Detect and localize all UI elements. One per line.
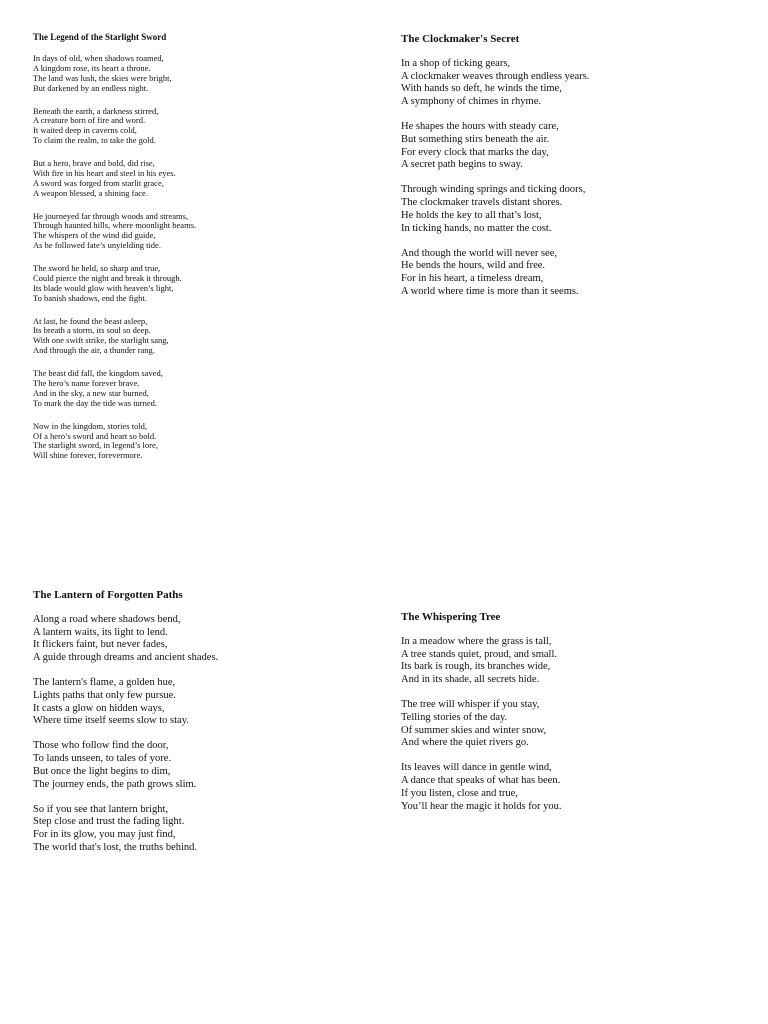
poem-line: A secret path begins to sway. xyxy=(401,159,523,171)
stanza xyxy=(33,159,363,199)
poem-line: Through haunted hills, where moonlight beams. xyxy=(33,220,197,231)
poem-line: A weapon blessed, a shining face. xyxy=(33,187,148,198)
poem-line: In days of old, when shadows roamed, xyxy=(33,53,164,63)
poem-line: But darkened by an endless night. xyxy=(33,82,149,93)
poem-line: A tree stands quiet, proud, and small. xyxy=(401,648,558,660)
poem-line: It waited deep in caverns cold, xyxy=(33,125,137,136)
poem-line: A creature born of fire and word. xyxy=(33,115,146,126)
poem-clockmakers-secret xyxy=(401,32,741,311)
stanza xyxy=(401,636,741,687)
poem-title: The Clockmaker's Secret xyxy=(401,33,520,45)
poem-line: And in its shade, all secrets hide. xyxy=(401,674,540,686)
poem-lantern-forgotten-paths xyxy=(33,588,373,867)
poem-body xyxy=(33,614,373,854)
poem-line: If you listen, close and true, xyxy=(401,787,518,799)
poem-line: Could pierce the night and break it through. xyxy=(33,272,182,283)
poem-line: A world where time is more than it seems. xyxy=(401,285,579,297)
poem-starlight-sword xyxy=(33,32,363,474)
stanza xyxy=(33,369,363,409)
poem-line: A guide through dreams and ancient shades. xyxy=(33,652,219,664)
stanza xyxy=(33,614,373,665)
poem-line: And where the quiet rivers go. xyxy=(401,737,529,749)
poem-line: Lights paths that only few pursue. xyxy=(33,689,176,701)
stanza xyxy=(401,762,741,813)
poem-line: The hero’s name forever brave. xyxy=(33,378,140,388)
poem-line: Telling stories of the day. xyxy=(401,711,508,723)
poem-line: The clockmaker travels distant shores. xyxy=(401,197,563,209)
poem-line: Its leaves will dance in gentle wind, xyxy=(401,762,552,774)
poem-whispering-tree xyxy=(401,610,741,826)
poem-line: But something stirs beneath the air. xyxy=(401,133,550,145)
poem-line: And though the world will never see, xyxy=(401,247,558,259)
stanza xyxy=(33,804,373,855)
poem-line: A sword was forged from starlit grace, xyxy=(33,177,164,188)
poem-line: The tree will whisper if you stay, xyxy=(401,699,540,711)
poem-line: Where time itself seems slow to stay. xyxy=(33,715,189,727)
poem-line: He bends the hours, wild and free. xyxy=(401,260,546,272)
poem-line: In a meadow where the grass is tall, xyxy=(401,636,552,647)
poem-line: A dance that speaks of what has been. xyxy=(401,775,561,787)
poem-line: The land was lush, the skies were bright, xyxy=(33,72,172,83)
stanza xyxy=(401,248,741,299)
poem-body xyxy=(401,58,741,298)
stanza xyxy=(33,107,363,147)
poem-line: Through winding springs and ticking doors, xyxy=(401,184,586,196)
stanza xyxy=(33,212,363,252)
poem-line: Along a road where shadows bend, xyxy=(33,614,181,625)
poem-line: Step close and trust the fading light. xyxy=(33,816,185,828)
poem-line: And in the sky, a new star burned, xyxy=(33,387,149,398)
poem-line: Its breath a storm, its soul so deep. xyxy=(33,325,151,336)
poem-line: A kingdom rose, its heart a throne. xyxy=(33,62,151,73)
poem-line: He holds the key to all that’s lost, xyxy=(401,209,542,221)
poem-line: But once the light begins to dim, xyxy=(33,765,171,777)
poem-line: The whispers of the wind did guide, xyxy=(33,230,156,241)
stanza xyxy=(33,422,363,462)
poem-line: It casts a glow on hidden ways, xyxy=(33,702,165,714)
poem-line: Now in the kingdom, stories told, xyxy=(33,420,148,431)
poem-title: The Whispering Tree xyxy=(401,611,501,623)
stanza xyxy=(33,317,363,357)
poem-line: Those who follow find the door, xyxy=(33,740,169,752)
stanza xyxy=(401,699,741,750)
poem-line: Will shine forever, forevermore. xyxy=(33,450,143,461)
poem-line: With fire in his heart and steel in his eyes. xyxy=(33,167,176,178)
poem-line: The world that's lost, the truths behind. xyxy=(33,841,198,853)
poem-line: You’ll hear the magic it holds for you. xyxy=(401,800,562,812)
stanza xyxy=(401,121,741,172)
poem-line: But a hero, brave and bold, did rise, xyxy=(33,158,155,169)
poem-line: As he followed fate’s unyielding tide. xyxy=(33,240,161,251)
poem-line: To lands unseen, to tales of yore. xyxy=(33,753,172,765)
poem-line: In a shop of ticking gears, xyxy=(401,58,511,69)
poem-line: Its blade would glow with heaven’s light, xyxy=(33,282,174,293)
poem-line: The starlight sword, in legend’s lore, xyxy=(33,440,158,451)
poem-line: A clockmaker weaves through endless years. xyxy=(401,70,590,82)
poem-line: To banish shadows, end the fight. xyxy=(33,292,147,303)
poem-title: The Lantern of Forgotten Paths xyxy=(33,589,183,601)
stanza xyxy=(33,264,363,304)
stanza xyxy=(33,677,373,728)
poem-line: He shapes the hours with steady care, xyxy=(401,121,559,133)
poem-line: The sword he held, so sharp and true, xyxy=(33,263,161,274)
poem-line: And through the air, a thunder rang. xyxy=(33,345,155,356)
poem-line: For every clock that marks the day, xyxy=(401,146,549,158)
poem-line: Beneath the earth, a darkness stirred, xyxy=(33,105,159,116)
poem-line: To mark the day the tide was turned. xyxy=(33,397,158,408)
poem-body xyxy=(401,636,741,813)
stanza xyxy=(33,740,373,791)
poem-line: It flickers faint, but never fades, xyxy=(33,639,168,651)
poem-line: He journeyed far through woods and streams, xyxy=(33,210,189,221)
poem-line: Of a hero’s sword and heart so bold. xyxy=(33,430,157,441)
poem-line: Its bark is rough, its branches wide, xyxy=(401,661,551,673)
poem-line: With hands so deft, he winds the time, xyxy=(401,83,562,95)
stanza xyxy=(401,58,741,109)
poem-line: A lantern waits, its light to lend. xyxy=(33,626,168,638)
poem-line: To claim the realm, to take the gold. xyxy=(33,135,156,146)
poem-line: With one swift strike, the starlight sang, xyxy=(33,335,169,346)
poem-line: The beast did fall, the kingdom saved, xyxy=(33,368,163,379)
poem-line: In ticking hands, no matter the cost. xyxy=(401,222,552,234)
poem-line: The journey ends, the path grows slim. xyxy=(33,778,197,790)
poem-title: The Legend of the Starlight Sword xyxy=(33,32,167,42)
poem-line: For in his heart, a timeless dream, xyxy=(401,273,544,285)
poem-line: The lantern's flame, a golden hue, xyxy=(33,677,176,689)
poem-line: At last, he found the beast asleep, xyxy=(33,315,148,326)
poem-body xyxy=(33,54,363,461)
poem-line: Of summer skies and winter snow, xyxy=(401,724,547,736)
poem-line: For in its glow, you may just find, xyxy=(33,829,176,841)
poem-line: So if you see that lantern bright, xyxy=(33,803,169,815)
stanza xyxy=(401,184,741,235)
stanza xyxy=(33,54,363,94)
poem-line: A symphony of chimes in rhyme. xyxy=(401,96,541,108)
